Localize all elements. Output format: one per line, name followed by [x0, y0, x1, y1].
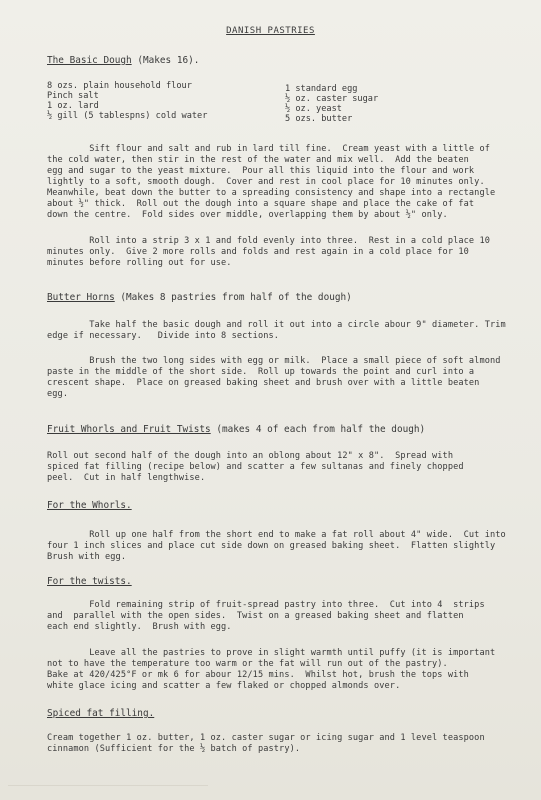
method-line: minutes before rolling out for use. [47, 258, 232, 268]
for-whorls-title: For the Whorls. [47, 500, 132, 511]
method-line: Roll into a strip 3 x 1 and fold evenly into three. Rest in a cold place 10 [47, 236, 491, 246]
ingredient-line: 5 ozs. butter [285, 114, 353, 124]
method-line: Roll out second half of the dough into an oblong about 12" x 8". Spread with [47, 451, 454, 461]
section-heading-for-twists [47, 576, 132, 587]
method-line: Meanwhile, beat down the butter to a spreading consistency and shape into a rectangle [47, 188, 496, 198]
section-heading-for-whorls [47, 500, 132, 511]
method-line: lightly to a soft, smooth dough. Cover and rest in cool place for 10 minutes only. [47, 177, 485, 187]
method-line: four 1 inch slices and place cut side down on greased baking sheet. Flatten slightly [47, 541, 496, 551]
method-line: not to have the temperature too warm or the fat will run out of the pastry). [47, 659, 448, 669]
method-line: spiced fat filling (recipe below) and scatter a few sultanas and finely chopped [47, 462, 464, 472]
section-heading-fruit-whorls [47, 424, 425, 435]
method-line: paste in the middle of the short side. Roll up towards the point and curl into a [47, 367, 475, 377]
method-line: down the centre. Fold sides over middle, overlapping them by about ½" only. [47, 210, 448, 220]
ingredients-right-column [285, 84, 378, 124]
for-twists-title: For the twists. [47, 576, 132, 587]
ingredient-line: Pinch salt [47, 91, 99, 101]
basic-dough-note: (Makes 16). [131, 55, 200, 66]
ingredient-line: ½ oz. caster sugar [285, 94, 379, 104]
ingredient-line: ½ gill (5 tablespns) cold water [47, 111, 208, 121]
ingredients-left-column [47, 81, 207, 121]
ingredient-line: 1 oz. lard [47, 101, 99, 111]
butter-horns-note: (Makes 8 pastries from half of the dough) [114, 292, 352, 303]
method-line: each end slightly. Brush with egg. [47, 622, 232, 632]
ingredient-line: 8 ozs. plain household flour [47, 81, 192, 91]
method-line: Roll up one half from the short end to make a fat roll about 4" wide. Cut into [47, 530, 506, 540]
method-line: minutes only. Give 2 more rolls and folds and rest again in a cold place for 10 [47, 247, 469, 257]
butter-horns-title: Butter Horns [47, 292, 115, 303]
ingredient-line: 1 standard egg [285, 84, 358, 94]
method-line: Brush with egg. [47, 552, 127, 562]
fruit-whorls-note: (makes 4 of each from half the dough) [210, 424, 426, 435]
method-line: Take half the basic dough and roll it out into a circle abour 9" diameter. Trim [47, 320, 506, 330]
method-line: and parallel with the open sides. Twist on a greased baking sheet and flatten [47, 611, 464, 621]
method-line: Bake at 420/425°F or mk 6 for abour 12/15 mins. Whilst hot, brush the tops with [47, 670, 469, 680]
method-line: white glace icing and scatter a few flaked or chopped almonds over. [47, 681, 401, 691]
basic-dough-title: The Basic Dough [47, 55, 132, 66]
paper-edge-shadow [8, 785, 208, 786]
ingredient-line: ½ oz. yeast [285, 104, 342, 114]
method-line: crescent shape. Place on greased baking sheet and brush over with a little beaten [47, 378, 480, 388]
method-line: Fold remaining strip of fruit-spread pastry into three. Cut into 4 strips [47, 600, 485, 610]
method-line: Cream together 1 oz. butter, 1 oz. caster sugar or icing sugar and 1 level teaspoon [47, 733, 485, 743]
section-heading-spiced-fat [47, 708, 154, 719]
method-line: cinnamon (Sufficient for the ½ batch of pastry). [47, 744, 301, 754]
section-heading-basic-dough [47, 55, 199, 66]
method-line: egg and sugar to the yeast mixture. Pour all this liquid into the flour and work [47, 166, 475, 176]
method-line: edge if necessary. Divide into 8 sections. [47, 331, 280, 341]
section-heading-butter-horns [47, 292, 352, 303]
method-line: about ½" thick. Roll out the dough into a square shape and place the cake of fat [47, 199, 475, 209]
method-line: Leave all the pastries to prove in slight warmth until puffy (it is important [47, 648, 496, 658]
method-line: Sift flour and salt and rub in lard till fine. Cream yeast with a little of [47, 144, 491, 154]
document-title: DANISH PASTRIES [226, 26, 315, 36]
method-line: the cold water, then stir in the rest of the water and mix well. Add the beaten [47, 155, 469, 165]
fruit-whorls-title: Fruit Whorls and Fruit Twists [47, 424, 211, 435]
method-line: Brush the two long sides with egg or milk. Place a small piece of soft almond [47, 356, 501, 366]
spiced-fat-title: Spiced fat filling. [47, 708, 155, 719]
method-line: egg. [47, 389, 69, 399]
method-line: peel. Cut in half lengthwise. [47, 473, 206, 483]
